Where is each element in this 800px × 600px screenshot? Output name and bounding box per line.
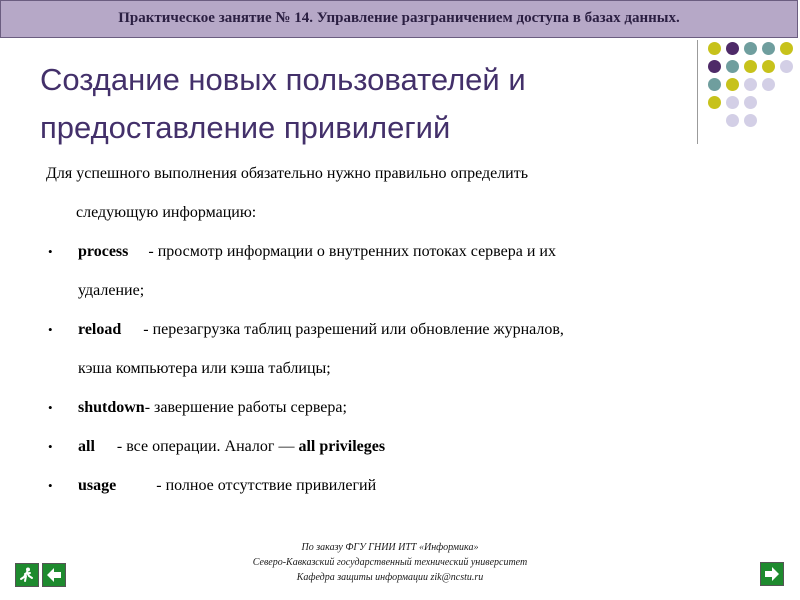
intro-line2: следующую информацию:: [76, 204, 257, 221]
home-run-icon: [18, 566, 36, 584]
footer-line1: По заказу ФГУ ГНИИ ИТТ «Информика»: [301, 542, 479, 553]
arrow-right-icon: [763, 565, 781, 583]
keyword-all-privileges: all privileges: [298, 438, 386, 455]
keyword-process: process: [78, 243, 129, 260]
decor-dot: [726, 42, 739, 55]
footer-line2: Северо-Кавказский государственный технический университет: [252, 557, 528, 568]
keyword-usage: usage: [78, 477, 117, 494]
list-item-process: [46, 232, 752, 310]
list-item-all: [46, 427, 752, 466]
intro-line1: Для успешного выполнения обязательно нужно правильно определить: [46, 165, 529, 182]
decor-dot: [744, 114, 757, 127]
decor-dot: [780, 42, 793, 55]
decor-dot: [744, 60, 757, 73]
decor-dot: [708, 60, 721, 73]
desc-reload-cont: кэша компьютера или кэша таблицы;: [78, 360, 331, 377]
decor-vertical-line: [697, 40, 698, 144]
decor-dot: [708, 96, 721, 109]
decor-dot: [726, 96, 739, 109]
list-item-shutdown: [46, 388, 752, 427]
bullet: •: [48, 322, 53, 337]
desc-shutdown: - завершение работы сервера;: [144, 399, 347, 416]
decor-dot: [708, 42, 721, 55]
header-title: Практическое занятие № 14. Управление разграничением доступа в базах данных.: [118, 10, 680, 26]
back-button[interactable]: [42, 563, 66, 587]
decor-dot: [744, 78, 757, 91]
slide-title-line2: предоставление привилегий: [40, 110, 451, 145]
decor-dot: [726, 78, 739, 91]
forward-button[interactable]: [760, 562, 784, 586]
decor-dot: [762, 60, 775, 73]
home-button[interactable]: [15, 563, 39, 587]
decor-dot: [726, 60, 739, 73]
bullet: •: [48, 244, 53, 259]
keyword-shutdown: shutdown: [78, 399, 145, 416]
bullet: •: [48, 400, 53, 415]
keyword-reload: reload: [78, 321, 122, 338]
decor-dot: [726, 114, 739, 127]
footer: [200, 540, 580, 585]
desc-all: - все операции. Аналог —: [116, 438, 299, 455]
desc-process: - просмотр информации о внутренних потоках сервера и их: [148, 243, 556, 260]
desc-process-cont: удаление;: [78, 282, 145, 299]
list-item-reload: [46, 310, 752, 388]
list-item-usage: [46, 466, 752, 505]
header-bar: [0, 0, 798, 38]
decor-dot: [744, 96, 757, 109]
slide-body: [46, 154, 752, 505]
decor-dot: [708, 78, 721, 91]
footer-line3: Кафедра защиты информации zik@ncstu.ru: [296, 572, 484, 583]
decor-dot: [762, 42, 775, 55]
desc-reload: - перезагрузка таблиц разрешений или обновление журналов,: [143, 321, 564, 338]
decor-dot: [762, 78, 775, 91]
bullet: •: [48, 478, 53, 493]
keyword-all: all: [78, 438, 95, 455]
slide-title: [40, 56, 690, 152]
arrow-left-icon: [45, 566, 63, 584]
desc-usage: - полное отсутствие привилегий: [156, 477, 377, 494]
decor-dot: [780, 60, 793, 73]
bullet: •: [48, 439, 53, 454]
decor-dot: [744, 42, 757, 55]
slide-title-line1: Создание новых пользователей и: [40, 62, 526, 97]
